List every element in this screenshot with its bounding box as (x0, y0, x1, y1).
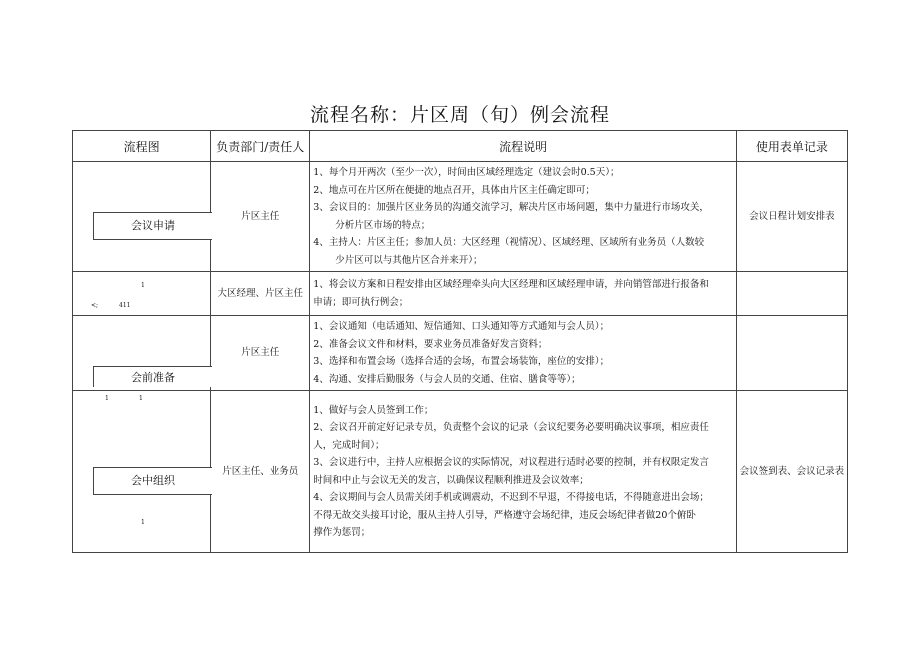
desc-line: 2、会议召开前定好记录专员，负责整个会议的记录（会议纪要务必要明确决议事项，相应责任 (313, 422, 709, 433)
flow-cell (73, 316, 211, 391)
table-row (73, 316, 848, 391)
desc-cell (310, 316, 737, 391)
desc-line: 分析片区市场的特点； (335, 219, 431, 231)
header-form: 使用表单记录 (736, 131, 847, 162)
desc-line: 1、会议通知（电话通知、短信通知、口头通知等方式通知与会人员）； (313, 321, 610, 332)
header-dept: 负责部门/责任人 (211, 131, 310, 162)
table-header-row (73, 131, 848, 162)
flow-cell (73, 272, 211, 316)
flow-cell (73, 162, 211, 272)
desc-line: 人，完成时间）； (313, 439, 385, 451)
dept-cell: 片区主任 (211, 316, 310, 391)
desc-line: 4、会议期间与会人员需关闭手机或调震动，不迟到不早退，不得接电话，不得随意进出会场； (313, 492, 709, 503)
desc-line: 1、将会议方案和日程安排由区域经理牵头向大区经理和区域经理申请，并向销管部进行报备和 (313, 279, 709, 290)
desc-line: 4、沟通、安排后勤服务（与会人员的交通、住宿、膳食等等）； (313, 373, 581, 385)
form-cell: 会议日程计划安排表 (736, 162, 847, 272)
desc-line: 少片区可以与其他片区合并来开）； (335, 254, 483, 266)
table-row (73, 391, 848, 553)
dept-cell: 片区主任、业务员 (211, 391, 310, 553)
desc-line: 2、地点可在片区所在便捷的地点召开，具体由片区主任确定即可； (313, 184, 595, 196)
desc-line: 申请；即可执行例会； (313, 296, 409, 308)
flow-box-meeting-application: 会议申请 (93, 212, 212, 240)
desc-line: 不得无故交头接耳讨论，服从主持人引导，严格遵守会场纪律，违反会场纪律者做20个俯卧 (313, 509, 696, 521)
flow-box-pre-meeting: 会前准备 (93, 366, 212, 387)
desc-line: 3、选择和布置会场（选择合适的会场，布置会场装饰，座位的安排）； (313, 356, 610, 367)
header-flow: 流程图 (73, 131, 211, 162)
form-cell (736, 272, 847, 316)
desc-line: 3、会议目的：加强片区业务员的沟通交流学习，解决片区市场问题，集中力量进行市场攻关， (313, 202, 709, 213)
form-cell: 会议签到表、会议记录表 (736, 391, 847, 553)
desc-line: 1、做好与会人员签到工作； (313, 404, 434, 416)
desc-cell (310, 272, 737, 316)
table-row (73, 272, 848, 316)
flow-cell (73, 391, 211, 553)
desc-line: 1、每个月开两次（至少一次），时间由区域经理选定（建议会时0.5天）； (313, 167, 620, 178)
dept-cell: 大区经理、片区主任 (211, 272, 310, 316)
flow-box-in-meeting: 会中组织 (93, 467, 212, 495)
flow-mark: 1 (105, 395, 109, 402)
desc-line: 时间和中止与会议无关的发言，以确保议程顺利推进及会议效率； (313, 474, 589, 486)
desc-line: 4、主持人：片区主任；参加人员：大区经理（视情况）、区域经理、区域所有业务员（人数较 (313, 237, 705, 248)
desc-cell (310, 162, 737, 272)
table-row (73, 162, 848, 272)
desc-line: 3、会议进行中，主持人应根据会议的实际情况，对议程进行适时必要的控制，并有权限定发言 (313, 457, 709, 468)
flow-mark: 1 (141, 282, 145, 289)
page-title: 流程名称：片区周（旬）例会流程 (309, 104, 610, 126)
dept-cell: 片区主任 (211, 162, 310, 272)
flow-mark: 1 (141, 519, 145, 526)
flow-mark: <; (91, 302, 99, 309)
form-cell (736, 316, 847, 391)
desc-line: 2、准备会议文件和材料，要求业务员准备好发言资料； (313, 338, 548, 350)
desc-cell (310, 391, 737, 553)
header-desc: 流程说明 (310, 131, 737, 162)
flow-mark: 411 (119, 302, 131, 309)
process-table (72, 130, 848, 553)
flow-mark: 1 (139, 395, 143, 402)
desc-line: 撑作为惩罚； (313, 527, 371, 538)
